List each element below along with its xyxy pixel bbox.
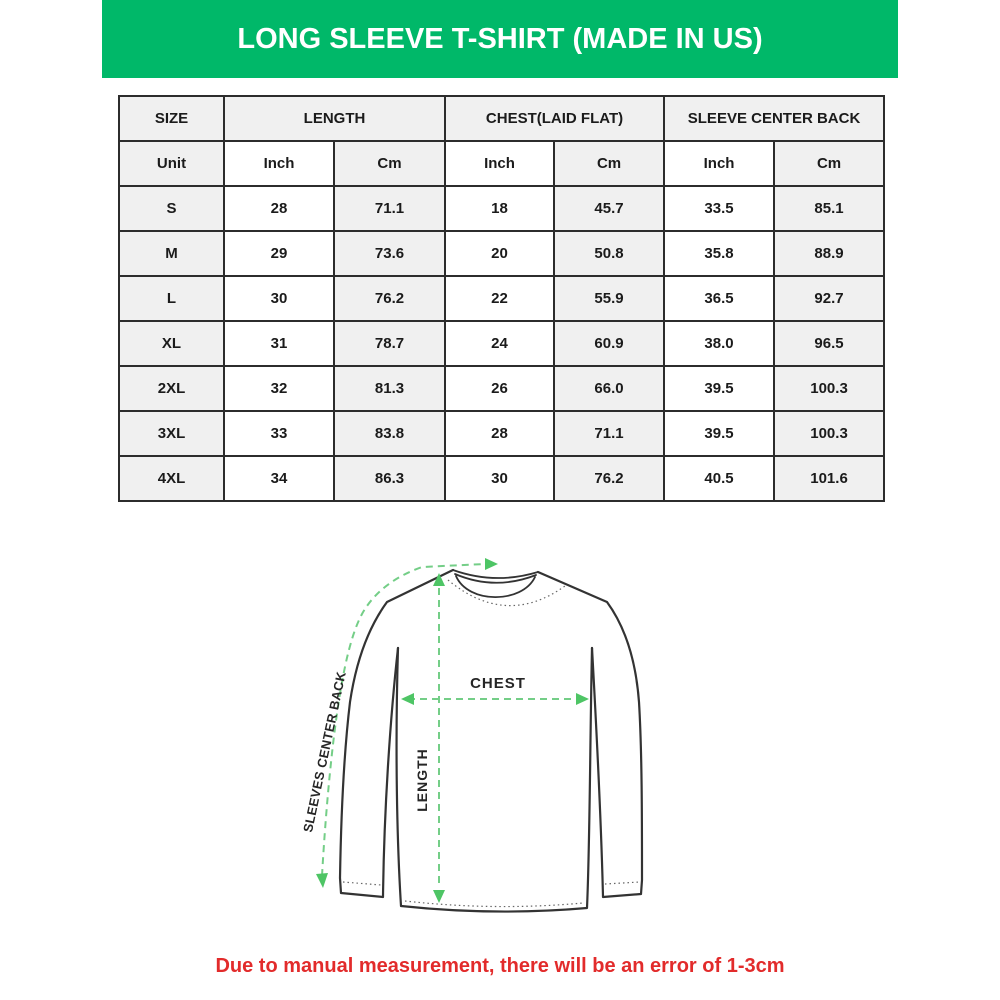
unit-header-cell: Unit	[119, 141, 224, 186]
value-cell: 24	[445, 321, 554, 366]
header-sleeve: SLEEVE CENTER BACK	[664, 96, 884, 141]
size-cell: XL	[119, 321, 224, 366]
tshirt-outline-drawing	[340, 570, 642, 912]
value-cell: 55.9	[554, 276, 664, 321]
value-cell: 22	[445, 276, 554, 321]
size-cell: 3XL	[119, 411, 224, 456]
value-cell: 88.9	[774, 231, 884, 276]
size-cell: S	[119, 186, 224, 231]
size-cell: L	[119, 276, 224, 321]
value-cell: 78.7	[334, 321, 445, 366]
collar-band-outer	[453, 570, 538, 578]
value-cell: 38.0	[664, 321, 774, 366]
size-cell: 4XL	[119, 456, 224, 501]
value-cell: 85.1	[774, 186, 884, 231]
value-cell: 40.5	[664, 456, 774, 501]
value-cell: 33.5	[664, 186, 774, 231]
chest-label: CHEST	[470, 675, 526, 692]
tshirt-measurement-diagram	[280, 540, 720, 940]
size-cell: M	[119, 231, 224, 276]
size-cell: 2XL	[119, 366, 224, 411]
value-cell: 66.0	[554, 366, 664, 411]
value-cell: 28	[445, 411, 554, 456]
length-label: LENGTH	[414, 748, 430, 812]
left-cuff-stitch	[343, 882, 381, 885]
value-cell: 100.3	[774, 366, 884, 411]
page-title: LONG SLEEVE T-SHIRT (MADE IN US)	[237, 22, 763, 55]
value-cell: 92.7	[774, 276, 884, 321]
value-cell: 101.6	[774, 456, 884, 501]
sleeve-center-back-arrow-line	[322, 564, 485, 876]
header-chest: CHEST(LAID FLAT)	[445, 96, 664, 141]
length-arrowhead-down-icon	[433, 890, 445, 903]
value-cell: 71.1	[554, 411, 664, 456]
value-cell: 18	[445, 186, 554, 231]
value-cell: 50.8	[554, 231, 664, 276]
header-row	[119, 96, 884, 141]
value-cell: 86.3	[334, 456, 445, 501]
size-chart-table	[118, 95, 885, 502]
hem-stitch	[405, 901, 583, 907]
table-row	[119, 321, 884, 366]
value-cell: 39.5	[664, 366, 774, 411]
value-cell: 76.2	[554, 456, 664, 501]
value-cell: 71.1	[334, 186, 445, 231]
table-row	[119, 186, 884, 231]
value-cell: 81.3	[334, 366, 445, 411]
value-cell: 20	[445, 231, 554, 276]
value-cell: 73.6	[334, 231, 445, 276]
value-cell: 29	[224, 231, 334, 276]
value-cell: 45.7	[554, 186, 664, 231]
unit-cell: Inch	[224, 141, 334, 186]
value-cell: 33	[224, 411, 334, 456]
value-cell: 96.5	[774, 321, 884, 366]
value-cell: 36.5	[664, 276, 774, 321]
measurement-error-note: Due to manual measurement, there will be an error of 1-3cm	[215, 955, 785, 977]
value-cell: 100.3	[774, 411, 884, 456]
value-cell: 30	[445, 456, 554, 501]
unit-cell: Cm	[554, 141, 664, 186]
chest-arrowhead-left-icon	[401, 693, 414, 705]
unit-row	[119, 141, 884, 186]
sleeve-arrowhead-right-icon	[485, 558, 498, 570]
header-size: SIZE	[119, 96, 224, 141]
table-row	[119, 366, 884, 411]
value-cell: 31	[224, 321, 334, 366]
sleeve-arrowhead-down-icon	[316, 873, 328, 888]
unit-cell: Inch	[445, 141, 554, 186]
value-cell: 26	[445, 366, 554, 411]
unit-cell: Cm	[334, 141, 445, 186]
value-cell: 39.5	[664, 411, 774, 456]
table-row	[119, 276, 884, 321]
unit-cell: Inch	[664, 141, 774, 186]
value-cell: 30	[224, 276, 334, 321]
right-cuff-stitch	[605, 882, 640, 884]
chest-arrowhead-right-icon	[576, 693, 589, 705]
table-body	[119, 186, 884, 501]
value-cell: 76.2	[334, 276, 445, 321]
back-neck-stitch	[448, 580, 565, 606]
value-cell: 32	[224, 366, 334, 411]
value-cell: 35.8	[664, 231, 774, 276]
measurement-arrows	[316, 558, 589, 903]
sleeve-center-back-label: SLEEVES CENTER BACK	[300, 670, 349, 834]
value-cell: 34	[224, 456, 334, 501]
value-cell: 83.8	[334, 411, 445, 456]
value-cell: 60.9	[554, 321, 664, 366]
header-length: LENGTH	[224, 96, 445, 141]
table-row	[119, 231, 884, 276]
table-row	[119, 456, 884, 501]
value-cell: 28	[224, 186, 334, 231]
unit-cell: Cm	[774, 141, 884, 186]
title-banner	[102, 0, 898, 78]
table-row	[119, 411, 884, 456]
